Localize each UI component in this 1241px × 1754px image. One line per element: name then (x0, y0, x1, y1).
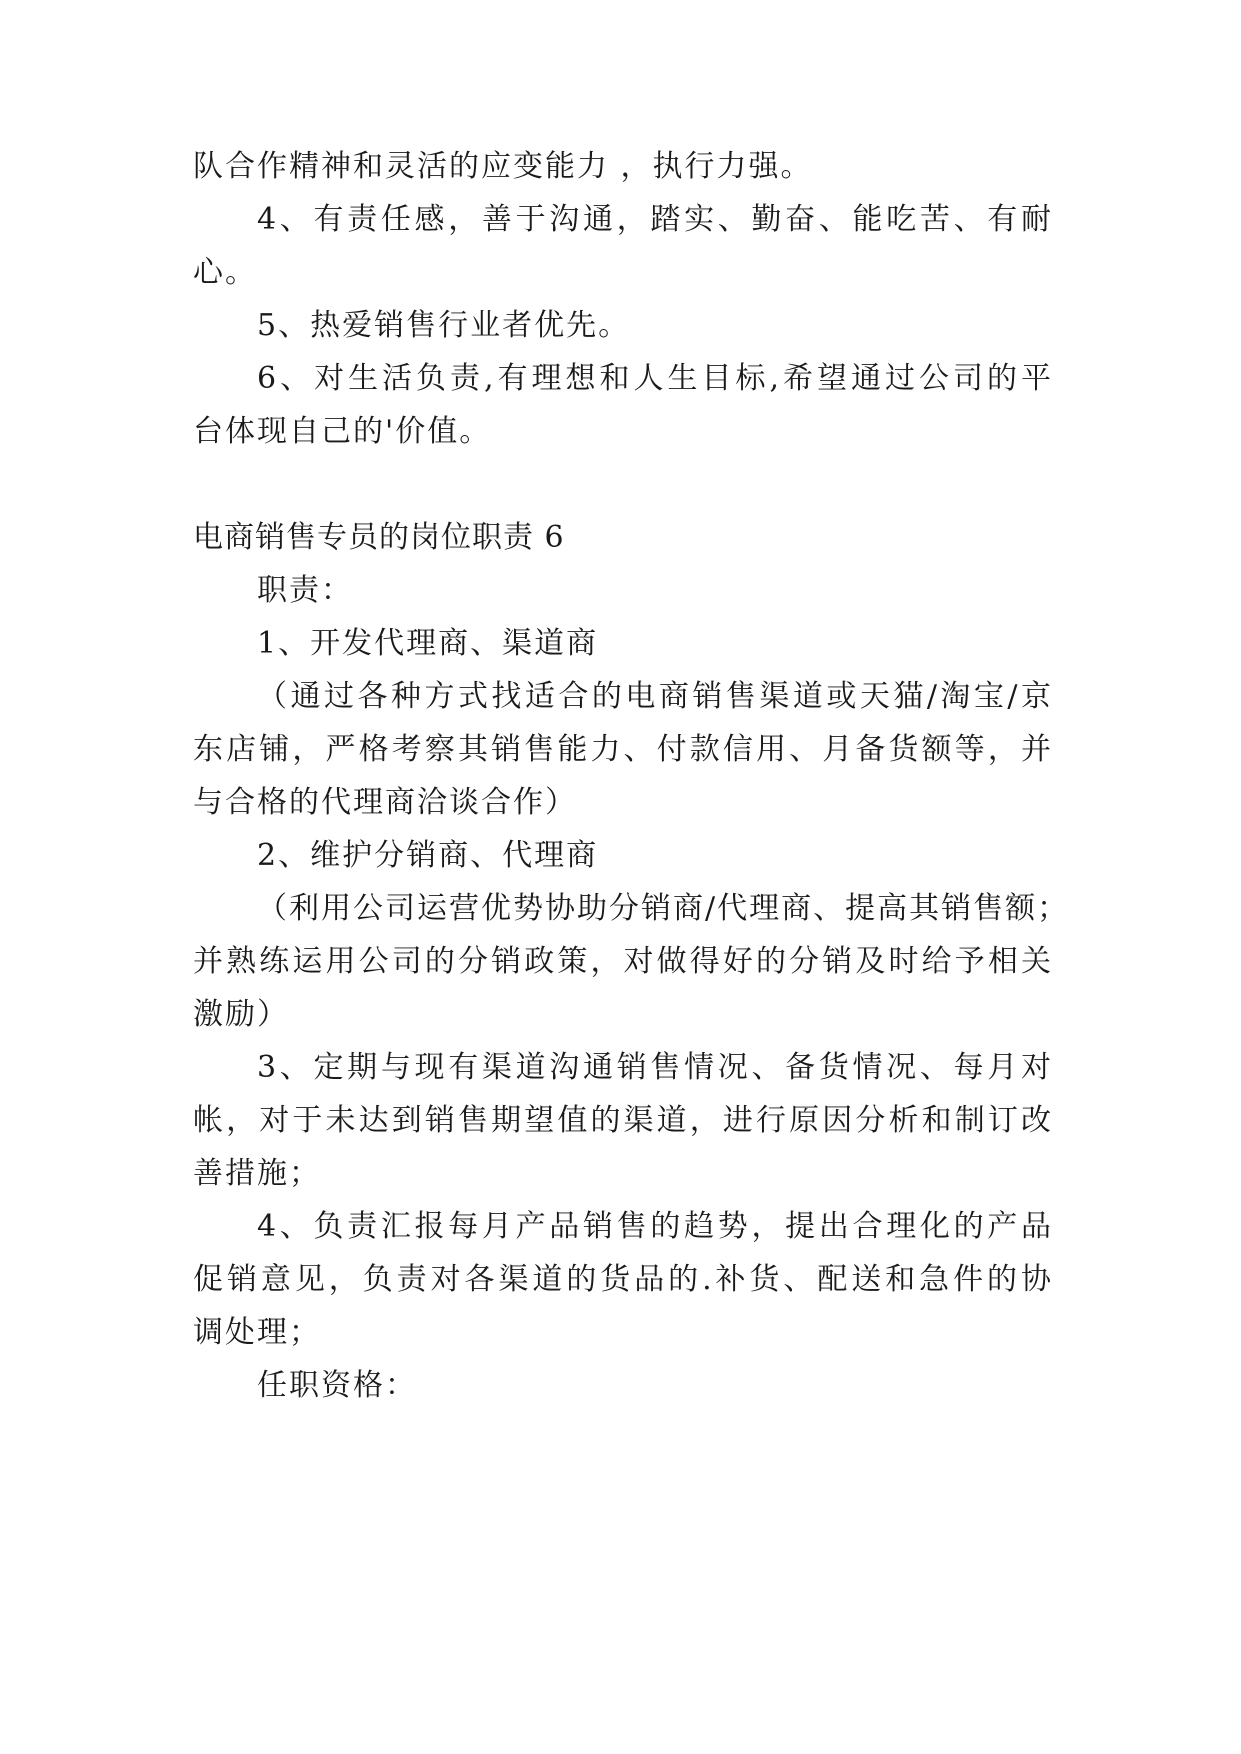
paragraph-line: （利用公司运营优势协助分销商/代理商、提高其销售额； (257, 891, 1070, 926)
section-heading: 电商销售专员的岗位职责 6 (193, 520, 565, 555)
paragraph-line: 与合格的代理商洽谈合作） (193, 785, 577, 820)
paragraph-line: 5、热爱销售行业者优先。 (257, 308, 631, 343)
paragraph-line: 1、开发代理商、渠道商 (257, 626, 599, 661)
paragraph-line: 并熟练运用公司的分销政策，对做得好的分销及时给予相关 (193, 944, 1053, 979)
paragraph-line: 职责： (257, 573, 353, 608)
paragraph-line: 善措施； (193, 1156, 321, 1191)
paragraph-line: 3、定期与现有渠道沟通销售情况、备货情况、每月对 (257, 1050, 1053, 1085)
paragraph-line: （通过各种方式找适合的电商销售渠道或天猫/淘宝/京 (257, 679, 1053, 714)
paragraph-line: 激励） (193, 997, 289, 1032)
paragraph-line: 2、维护分销商、代理商 (257, 838, 599, 873)
paragraph-line: 4、有责任感，善于沟通，踏实、勤奋、能吃苦、有耐 (257, 202, 1053, 237)
paragraph-line: 4、负责汇报每月产品销售的趋势，提出合理化的产品 (257, 1209, 1053, 1244)
paragraph-line: 任职资格： (257, 1368, 417, 1403)
paragraph-line: 6、对生活负责,有理想和人生目标,希望通过公司的平 (257, 361, 1053, 396)
paragraph-line: 台体现自己的'价值。 (193, 414, 492, 449)
paragraph-line: 心。 (193, 255, 257, 290)
paragraph-line: 促销意见，负责对各渠道的货品的.补货、配送和急件的协 (193, 1262, 1053, 1297)
paragraph-line: 帐，对于未达到销售期望值的渠道，进行原因分析和制订改 (193, 1103, 1053, 1138)
paragraph-line: 队合作精神和灵活的应变能力 ，执行力强。 (193, 149, 813, 184)
paragraph-line: 调处理； (193, 1315, 321, 1350)
paragraph-line: 东店铺，严格考察其销售能力、付款信用、月备货额等，并 (193, 732, 1053, 767)
